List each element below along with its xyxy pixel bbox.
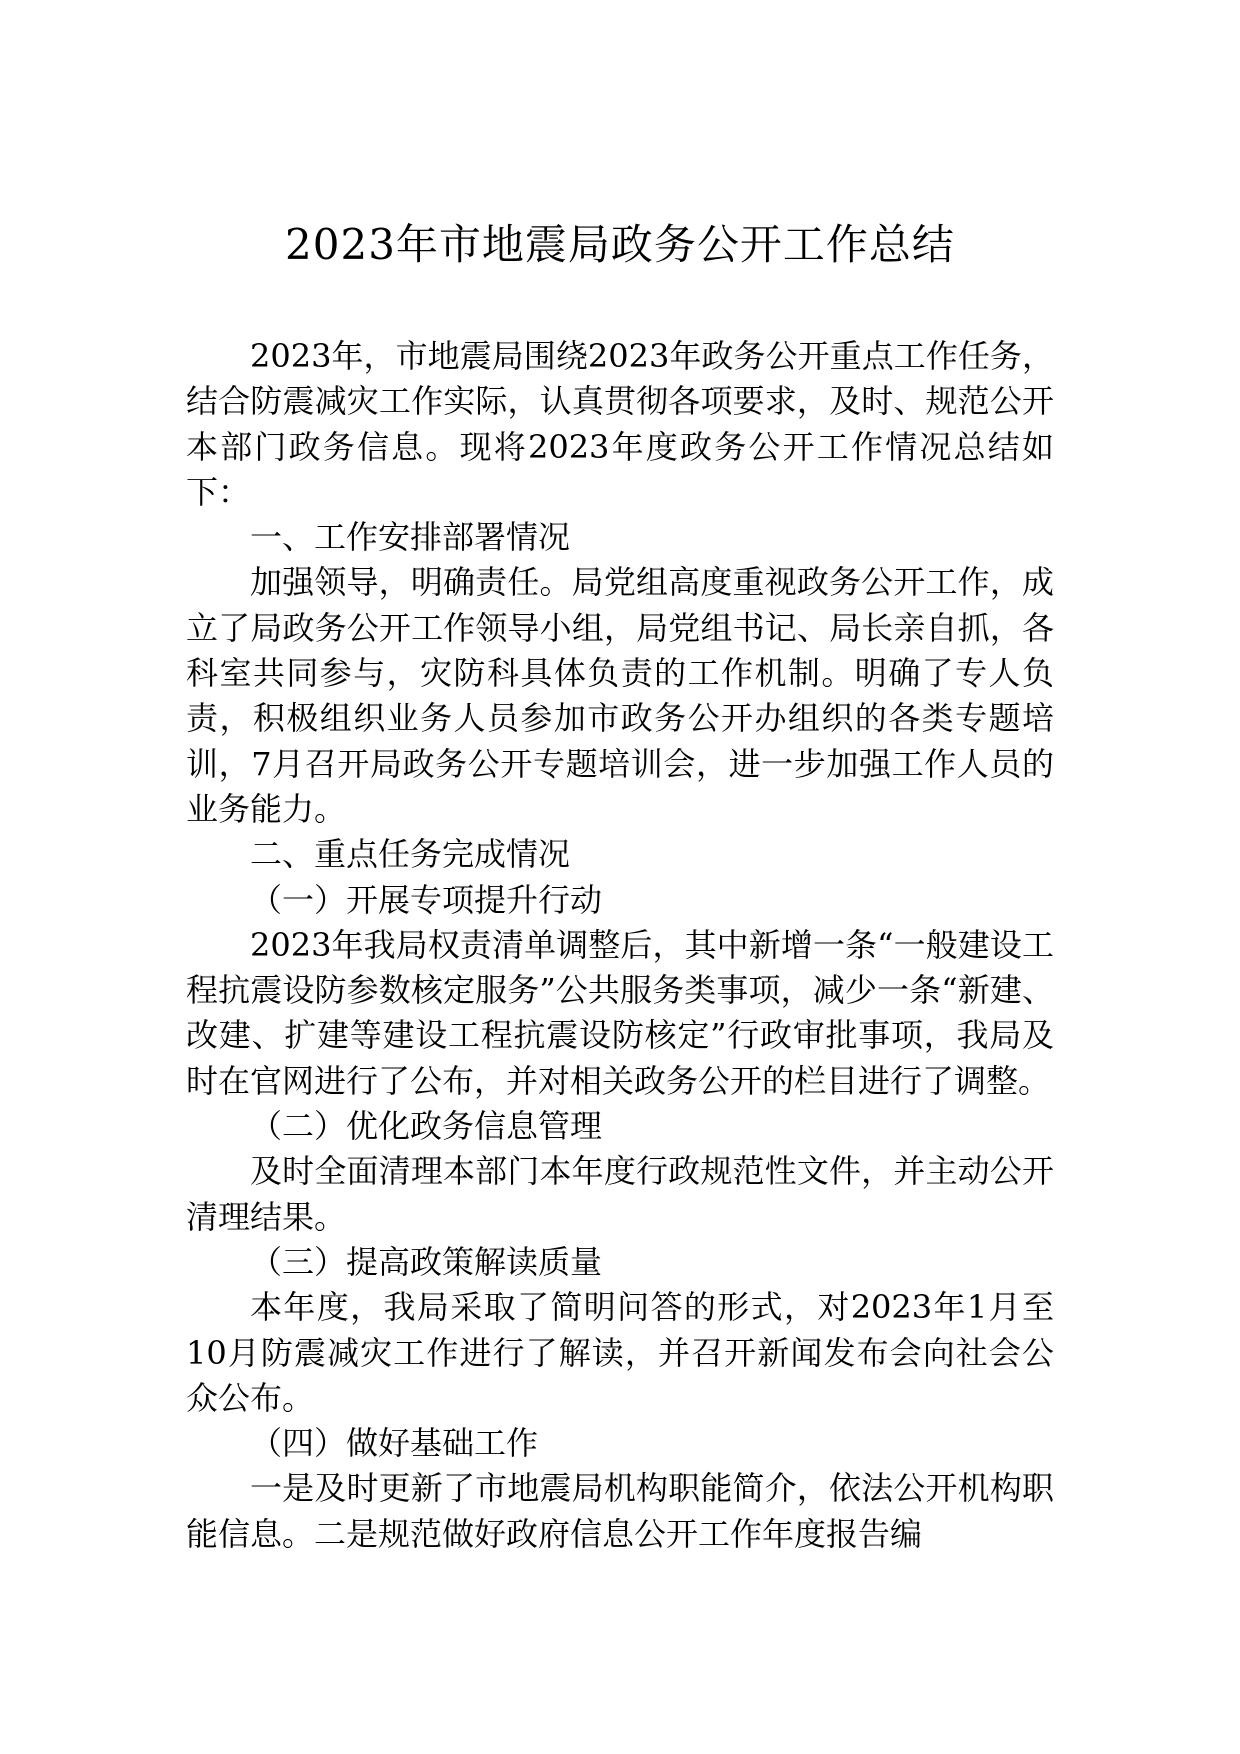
subheading-2: （二）优化政务信息管理 [250,1107,603,1146]
paragraph-basic-work: 一是及时更新了市地震局机构职能简介，依法公开机构职能信息。二是规范做好政府信息公开工作年度报告编 [186,1469,1054,1553]
paragraph-leadership: 加强领导，明确责任。局党组高度重视政务公开工作，成立了局政务公开工作领导小组，局党组书记、局长亲自抓，各科室共同参与，灾防科具体负责的工作机制。明确了专人负责，积极组织业务人员参加市政务公开办组织的各类专题培训，7月召开局政务公开专题培训会，进一步加强工作人员的业务能力。 [186,563,1054,828]
paragraph-intro: 2023年，市地震局围绕2023年政务公开重点工作任务，结合防震减灾工作实际，认真贯彻各项要求，及时、规范公开本部门政务信息。现将2023年度政务公开工作情况总结如下： [186,337,1054,511]
heading-section-2: 二、重点任务完成情况 [250,835,571,874]
document-title: 2023年市地震局政务公开工作总结 [285,220,955,269]
subheading-1: （一）开展专项提升行动 [250,880,603,919]
subheading-4: （四）做好基础工作 [250,1424,539,1463]
paragraph-info-management: 及时全面清理本部门本年度行政规范性文件，并主动公开清理结果。 [186,1152,1054,1236]
heading-section-1: 一、工作安排部署情况 [250,518,571,557]
subheading-3: （三）提高政策解读质量 [250,1242,603,1281]
document-body [186,334,1054,1557]
paragraph-special-action: 2023年我局权责清单调整后，其中新增一条“一般建设工程抗震设防参数核定服务”公共服务类事项，减少一条“新建、改建、扩建等建设工程抗震设防核定”行政审批事项，我局及时在官网进行了公布，并对相关政务公开的栏目进行了调整。 [186,925,1054,1100]
paragraph-policy-interpretation: 本年度，我局采取了简明问答的形式，对2023年1月至10月防震减灾工作进行了解读，并召开新闻发布会向社会公众公布。 [186,1288,1054,1417]
